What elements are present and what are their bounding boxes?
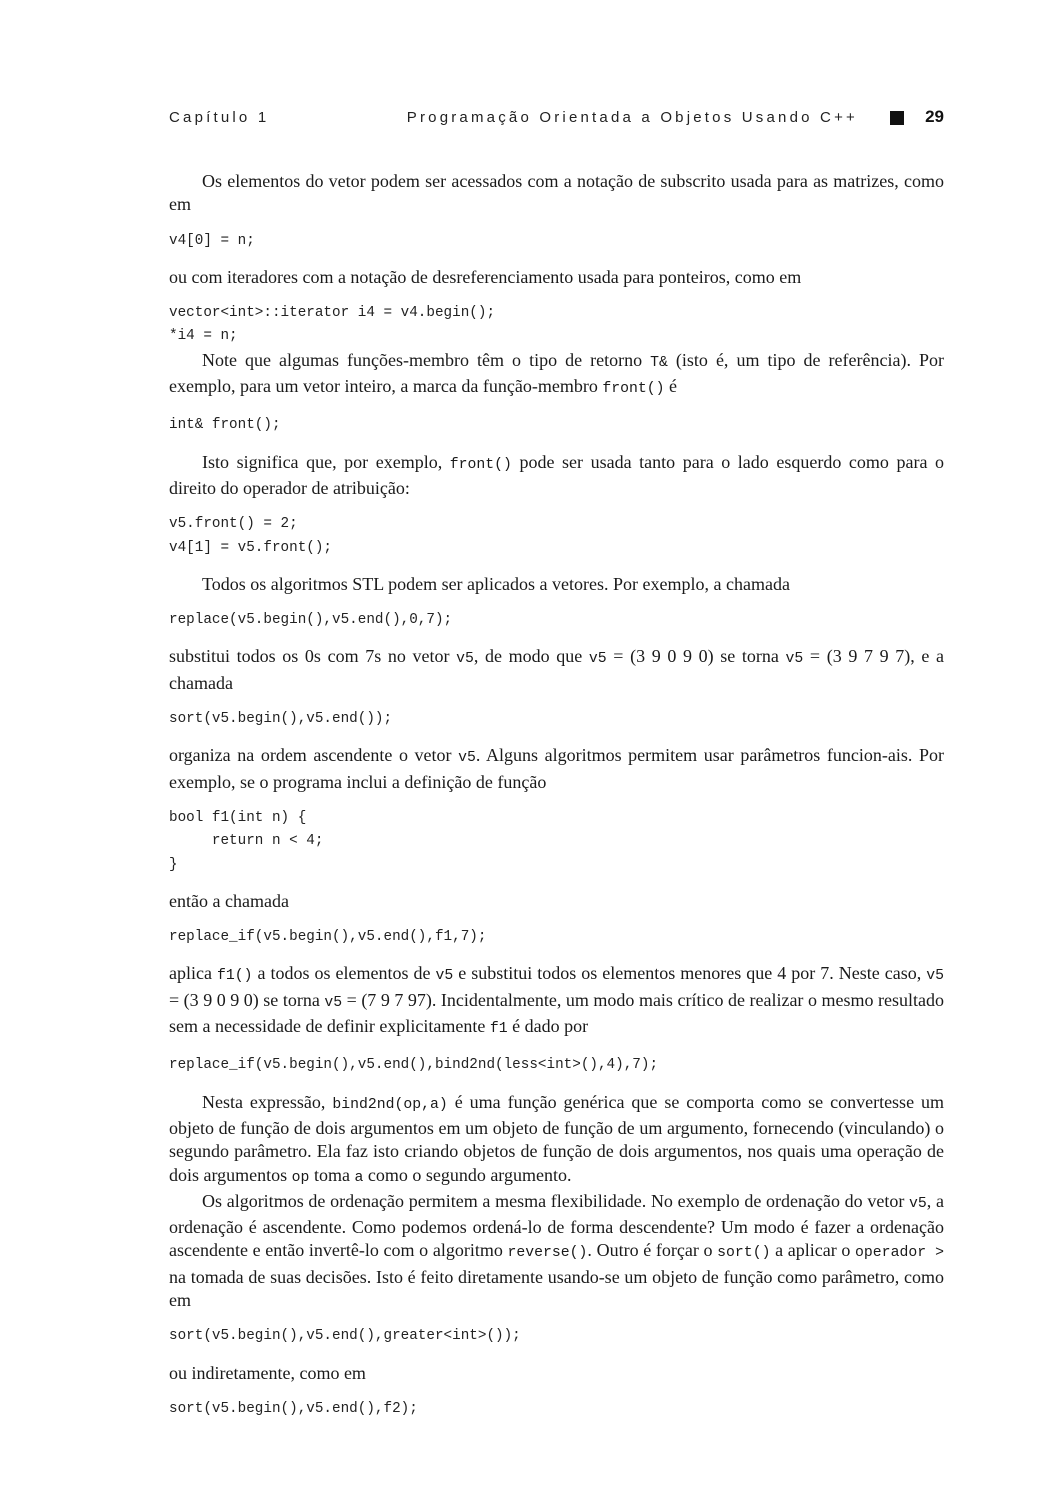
paragraph: então a chamada (169, 890, 289, 911)
paragraph: Note que algumas funções-membro têm o tipo de retorno T& (isto é, um tipo de referência). Por exemplo, para um vetor inteiro, a marca da função-membro front() é (169, 349, 944, 398)
paragraph: Isto significa que, por exemplo, front() pode ser usada tanto para o lado esquerdo como para o direito do operador de atribuição: (169, 451, 944, 498)
paragraph: ou indiretamente, como em (169, 1362, 366, 1383)
inline-code: v5 (926, 968, 944, 985)
code-block: sort(v5.begin(),v5.end()); (169, 711, 393, 728)
chapter-label: Capítulo 1 (169, 109, 270, 126)
code-block: sort(v5.begin(),v5.end(),f2); (169, 1400, 418, 1417)
code-block: bool f1(int n) { return n < 4; } (169, 809, 324, 873)
running-header (169, 107, 944, 131)
code-block: int& front(); (169, 417, 281, 434)
code-block: vector<int>::iterator i4 = v4.begin(); *i4 = n; (169, 305, 496, 345)
page-body (169, 170, 944, 1421)
page-number: 29 (925, 107, 944, 126)
inline-code: v5 (588, 651, 607, 668)
paragraph: substitui todos os 0s com 7s no vetor v5, de modo que v5 = (3 9 0 9 0) se torna v5 = (3 9 7 9 7), e a chamada (169, 646, 945, 693)
code-block: replace_if(v5.begin(),v5.end(),f1,7); (169, 929, 487, 946)
inline-code: bind2nd(op,a) (332, 1096, 448, 1113)
book-title: Programação Orientada a Objetos Usando C++ (406, 109, 858, 126)
inline-code: v5 (456, 651, 474, 668)
paragraph: Todos os algoritmos STL podem ser aplicados a vetores. Por exemplo, a chamada (202, 573, 790, 594)
code-block: sort(v5.begin(),v5.end(),greater<int>()); (169, 1328, 521, 1345)
inline-code: op (291, 1169, 310, 1186)
code-block: replace_if(v5.begin(),v5.end(),bind2nd(less<int>(),4),7); (169, 1057, 659, 1074)
code-block: replace(v5.begin(),v5.end(),0,7); (169, 612, 453, 629)
inline-code: v5 (785, 651, 804, 668)
inline-code: a (354, 1169, 364, 1186)
inline-code: T& (650, 354, 668, 371)
code-block: v5.front() = 2; v4[1] = v5.front(); (169, 516, 333, 556)
inline-code: v5 (909, 1195, 927, 1212)
square-bullet-icon (890, 111, 904, 125)
inline-code: v5 (324, 994, 343, 1011)
inline-code: f1 (489, 1021, 508, 1038)
inline-code: operador > (855, 1245, 945, 1262)
inline-code: v5 (435, 968, 454, 985)
inline-code: front() (602, 381, 665, 398)
paragraph: aplica f1() a todos os elementos de v5 e substitui todos os elementos menores que 4 por 7. Neste caso, v5 = (3 9 0 9 0) se torna v5 = (7 9 7 97). Incidentalmente, um modo mais crítico de realizar o mesmo resultado sem a necessidade de definir explicitamente f1 é dado por (169, 963, 944, 1038)
inline-code: f1() (216, 968, 253, 985)
paragraph: ou com iteradores com a notação de desreferenciamento usada para ponteiros, como em (169, 266, 802, 287)
code-block: v4[0] = n; (169, 232, 255, 249)
paragraph: Os algoritmos de ordenação permitem a mesma flexibilidade. No exemplo de ordenação do vetor v5, a ordenação é ascendente. Como podemos ordená-lo de forma descendente? Um modo é fazer a ordenação ascendente e então invertê-lo com o algoritmo reverse(). Outro é forçar o sort() a aplicar o operador > na tomada de suas decisões. Isto é feito diretamente usando-se um objeto de função como parâmetro, como em (169, 1190, 945, 1310)
inline-code: sort() (717, 1245, 771, 1262)
inline-code: v5 (458, 750, 476, 767)
inline-code: front() (449, 456, 512, 473)
paragraph: organiza na ordem ascendente o vetor v5. Alguns algoritmos permitem usar parâmetros funcion-ais. Por exemplo, se o programa inclui a definição de função (169, 745, 944, 792)
paragraph: Os elementos do vetor podem ser acessados com a notação de subscrito usada para as matrizes, como em (169, 171, 944, 215)
paragraph: Nesta expressão, bind2nd(op,a) é uma função genérica que se comporta como se convertesse um objeto de função de dois argumentos em um objeto de função de um argumento, fornecendo (vinculando) o segundo parâmetro. Ela faz isto criando objetos de função de dois argumentos, nos quais uma operação de dois argumentos op toma a como o segundo argumento. (169, 1091, 944, 1186)
inline-code: reverse() (507, 1245, 588, 1262)
